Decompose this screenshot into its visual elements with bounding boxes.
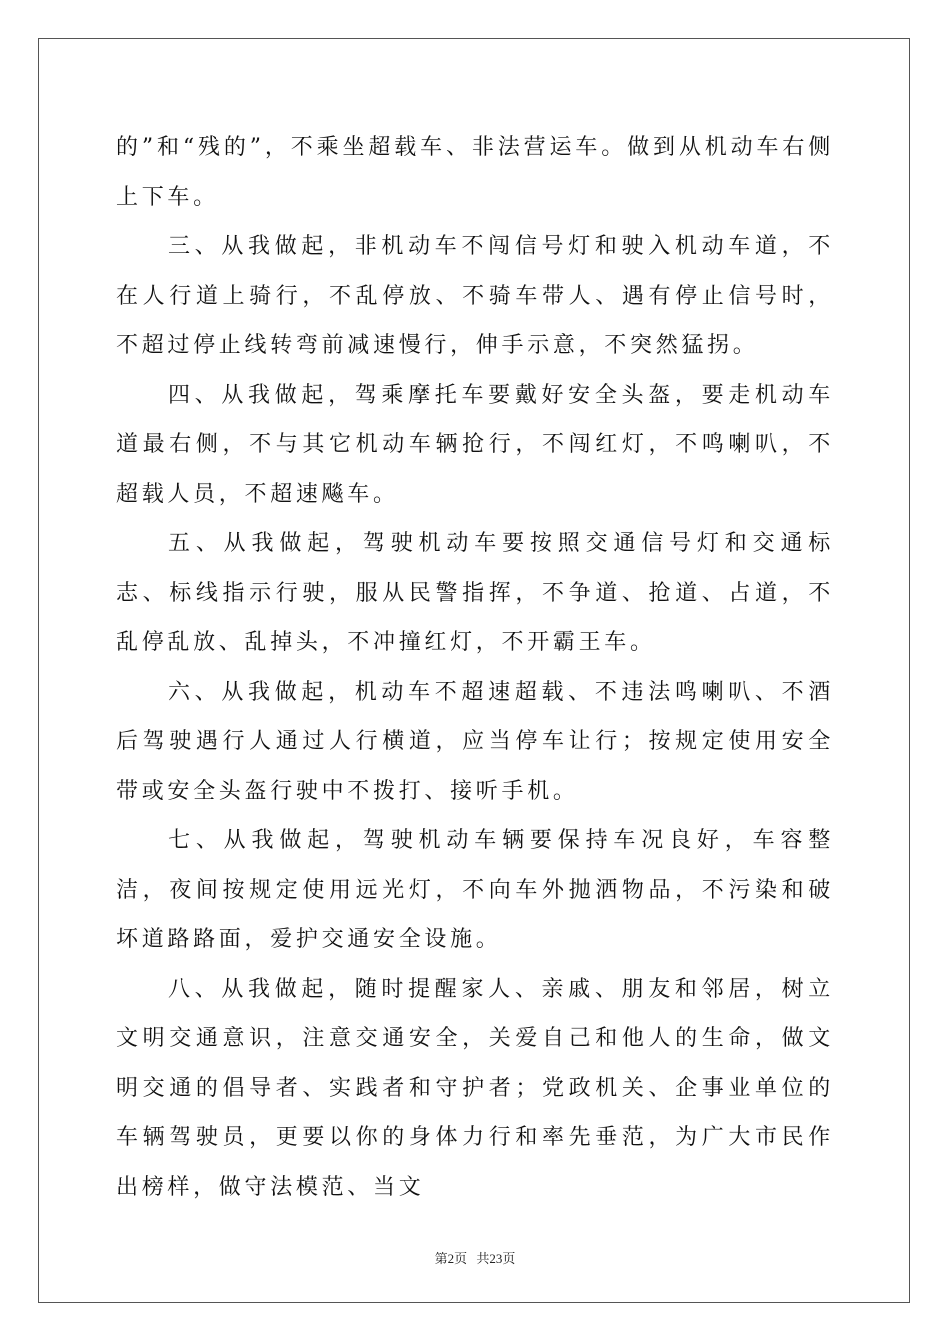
page-total: 共23页 — [476, 1251, 516, 1266]
paragraph-4: 四、从我做起，驾乘摩托车要戴好安全头盔，要走机动车道最右侧，不与其它机动车辆抢行，不闯红灯，不鸣喇叭，不超载人员，不超速飚车。 — [116, 382, 834, 507]
page-number: 第2页 — [434, 1251, 468, 1266]
paragraph-8: 八、从我做起，随时提醒家人、亲戚、朋友和邻居，树立文明交通意识，注意交通安全，关爱自己和他人的生命，做文明交通的倡导者、实践者和守护者；党政机关、企事业单位的车辆驾驶员，更要以你的身体力行和率先垂范，为广大市民作出榜样，做守法模范、当文 — [116, 976, 834, 1200]
paragraph-continued: 的”和“残的”，不乘坐超载车、非法营运车。做到从机动车右侧上下车。 — [116, 135, 834, 210]
paragraph-7: 七、从我做起，驾驶机动车辆要保持车况良好，车容整洁，夜间按规定使用远光灯，不向车外抛洒物品，不污染和破坏道路路面，爱护交通安全设施。 — [116, 828, 834, 952]
document-body — [116, 123, 834, 1212]
paragraph-3: 三、从我做起，非机动车不闯信号灯和驶入机动车道，不在人行道上骑行，不乱停放、不骑车带人、遇有停止信号时，不超过停止线转弯前减速慢行，伸手示意，不突然猛拐。 — [116, 234, 834, 358]
page-footer — [0, 1248, 950, 1267]
paragraph-5: 五、从我做起，驾驶机动车要按照交通信号灯和交通标志、标线指示行驶，服从民警指挥，不争道、抢道、占道，不乱停乱放、乱掉头，不冲撞红灯，不开霸王车。 — [116, 531, 834, 655]
paragraph-6: 六、从我做起，机动车不超速超载、不违法鸣喇叭、不酒后驾驶遇行人通过人行横道，应当停车让行；按规定使用安全带或安全头盔行驶中不拨打、接听手机。 — [116, 679, 834, 804]
